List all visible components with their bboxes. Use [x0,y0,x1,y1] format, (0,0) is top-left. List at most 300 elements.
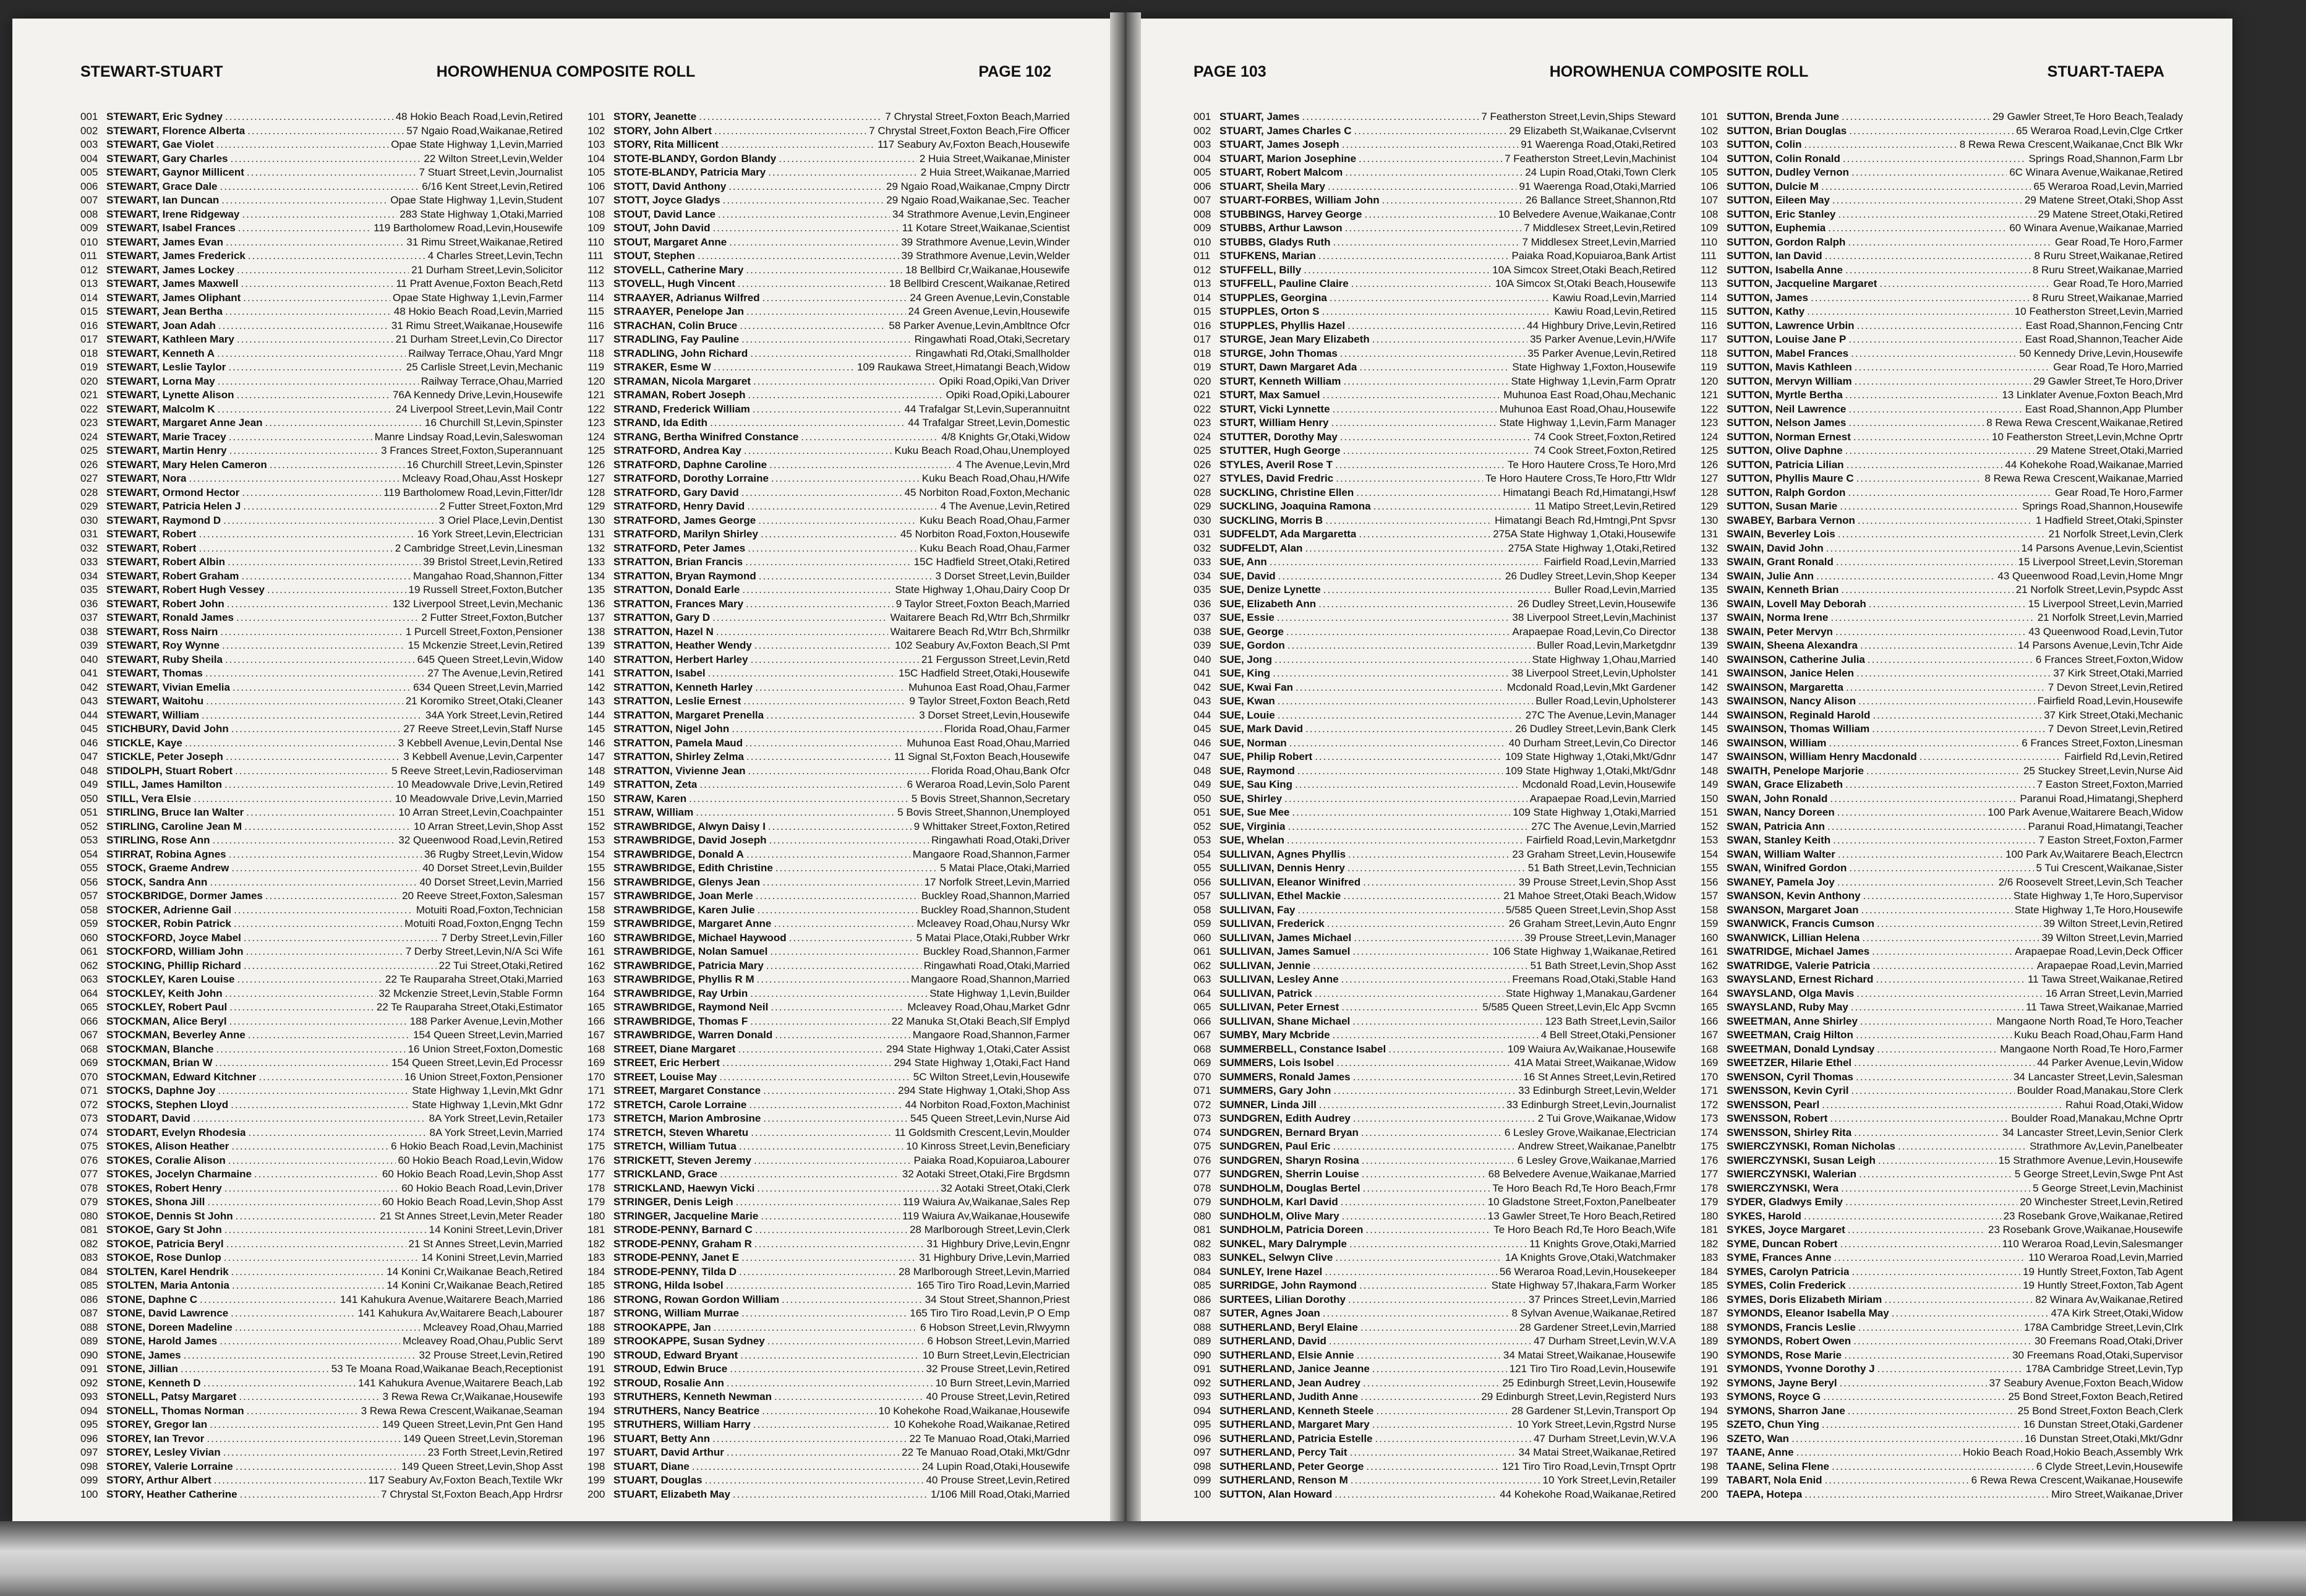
dot-leader [1840,500,2020,514]
entry-name: STEWART, Robert Albin [106,556,226,568]
roll-entry [587,180,1070,194]
entry-name: STRAAYER, Adrianus Wilfred [613,291,760,304]
entry-name: STONE, Doreen Madeline [106,1321,233,1333]
dot-leader [1340,347,1525,361]
entry-number: 038 [1194,625,1211,638]
entry-address: 29 Ngaio Road,Waikanae,Sec. Teacher [886,194,1070,206]
entry-name: STRATTON, Hazel N [613,625,714,638]
roll-entry [1194,778,1676,792]
dot-leader [1334,1488,1497,1502]
entry-address: 121 Tiro Tiro Road,Levin,Housewife [1509,1363,1676,1375]
roll-entry [587,1390,1070,1404]
entry-number: 104 [1701,152,1719,164]
dot-leader [1872,945,2012,959]
dot-leader [1343,375,1508,389]
roll-entry [587,1112,1070,1126]
roll-entry [587,375,1070,389]
roll-entry [587,249,1070,263]
entry-number: 096 [80,1432,98,1445]
dot-leader [1328,180,1516,194]
roll-entry [80,375,563,389]
dot-leader [1845,388,2000,403]
entry-number: 046 [1194,736,1211,749]
entry-number: 007 [1194,194,1211,206]
roll-entry [587,570,1070,584]
entry-address: Fairfield Rd,Levin,Retired [2064,751,2183,762]
entry-number: 116 [1701,319,1718,331]
dot-leader [1848,333,2022,347]
roll-entry [80,570,563,584]
dot-leader [1388,1043,1505,1057]
entry-address: Arapaepae Road,Levin,Married [2036,959,2183,971]
entry-number: 093 [80,1391,98,1402]
entry-number: 134 [1701,570,1719,582]
roll-entry [587,458,1070,472]
roll-entry [1194,1349,1676,1363]
entry-address: 11 Tawa Street,Waikanae,Retired [2027,973,2183,985]
dot-leader [220,625,403,639]
roll-entry [1701,834,2183,848]
entry-address: Gear Road,Te Horo,Married [2053,361,2183,373]
roll-entry [1701,1098,2183,1112]
entry-number: 149 [587,779,605,790]
entry-address: Waitarere Beach Rd,Wtrr Bch,Shrmilkr [890,625,1070,638]
entry-name: STYLES, David Fredric [1219,472,1334,484]
roll-entry [1701,709,2183,723]
dot-leader [716,625,888,639]
roll-entry [1194,319,1676,333]
entry-name: SUNDHOLM, Olive Mary [1219,1210,1339,1222]
entry-number: 100 [1194,1488,1211,1500]
roll-entry [80,1056,563,1070]
dot-leader [769,834,929,848]
entry-number: 120 [587,375,605,387]
entry-name: STOVELL, Catherine Mary [613,263,744,276]
left-page [12,19,1119,1521]
entry-name: STOCKLEY, Keith John [106,987,223,999]
entry-address: 25 Carlisle Street,Levin,Mechanic [406,361,563,373]
entry-number: 127 [1701,472,1719,484]
entry-number: 118 [1701,347,1718,359]
entry-number: 064 [80,987,98,999]
entry-name: STUFFELL, Pauline Claire [1219,278,1349,289]
dot-leader [1822,1098,2063,1112]
entry-address: East Road,Shannon,Fencing Cntr [2025,319,2183,331]
dot-leader [1335,1251,1503,1265]
dot-leader [240,1488,379,1502]
entry-name: SZETO, Wan [1727,1432,1790,1445]
entry-number: 020 [1194,375,1211,387]
roll-entry [80,806,563,820]
roll-entry [80,736,563,751]
dot-leader [718,208,890,222]
roll-entry [587,722,1070,736]
roll-entry [587,736,1070,751]
dot-leader [763,1112,908,1126]
dot-leader [1856,472,1983,486]
entry-address: 31 Rimu Street,Waikanae,Retired [406,236,563,248]
dot-leader [744,444,892,458]
entry-address: 24 Green Avenue,Levin,Constable [910,291,1070,304]
entry-name: SUNDHOLM, Karl David [1219,1196,1338,1208]
entry-address: Opiki Road,Opiki,Van Driver [939,375,1070,387]
dot-leader [692,1460,920,1474]
entry-number: 138 [587,625,605,638]
entry-address: 149 Queen Street,Levin,Storeman [403,1432,563,1445]
roll-entry [1701,1028,2183,1043]
entry-name: STUART, James Charles C [1219,124,1352,137]
dot-leader [258,1070,401,1085]
dot-leader [1335,458,1505,472]
entry-address: 7 Chrystal Street,Foxton Beach,Fire Officer [869,124,1070,137]
header-title: HOROWHENUA COMPOSITE ROLL [436,63,696,80]
entry-name: SWAIN, David John [1727,542,1824,554]
roll-entry [587,1237,1070,1252]
entry-name: STEWART, Malcolm K [106,403,215,415]
entry-name: STRAWBRIDGE, Thomas F [613,1015,748,1027]
entry-name: STREET, Diane Margaret [613,1043,736,1055]
entry-name: STOCKING, Phillip Richard [106,959,241,971]
entry-number: 126 [587,458,605,471]
dot-leader [185,736,396,751]
entry-address: 60 Winara Avenue,Waikanae,Married [2009,222,2183,234]
entry-name: SUTTON, Gordon Ralph [1727,236,1846,248]
entry-address: 8A York Street,Levin,Retailer [429,1112,563,1124]
dot-leader [1866,764,2021,779]
entry-name: STOKES, Shona Jill [106,1196,205,1208]
entry-address: Arapaepae Road,Levin,Co Director [1512,625,1676,638]
dot-leader [236,1210,378,1224]
entry-name: STOCKER, Adrienne Gail [106,903,232,916]
roll-entry [80,639,563,653]
entry-name: SUE, Sau King [1219,779,1293,790]
entry-number: 117 [1701,333,1718,345]
entry-name: STRODE-PENNY, Graham R [613,1237,752,1250]
entry-address: 16 Churchill St,Levin,Spinster [424,417,563,429]
entry-address: 29 Gawler Street,Te Horo Beach,Tealady [1992,111,2183,122]
entry-address: 60 Hokio Beach Road,Levin,Shop Asst [382,1168,563,1180]
dot-leader [207,1432,401,1446]
dot-leader [248,1126,427,1140]
entry-name: STURT, Dawn Margaret Ada [1219,361,1357,373]
dot-leader [1341,1001,1480,1015]
roll-entry [80,1084,563,1098]
roll-entry [1194,110,1676,124]
entry-number: 109 [587,222,605,234]
roll-entry [80,764,563,779]
entry-number: 053 [80,834,98,846]
dot-leader [225,305,391,319]
dot-leader [726,1279,915,1293]
entry-address: 39 Wilton Street,Levin,Retired [2043,918,2183,929]
entry-name: SUNDGREN, Paul Eric [1219,1140,1331,1152]
roll-entry [1701,736,2183,751]
dot-leader [1848,236,2052,250]
entry-address: 17 Norfolk Street,Levin,Married [924,876,1070,888]
entry-address: Opae State Highway 1,Levin,Married [391,139,563,150]
entry-name: STOREY, Valerie Lorraine [106,1460,233,1472]
entry-address: 275A State Highway 1,Otaki,Housewife [1493,528,1676,540]
dot-leader [1333,403,1497,417]
roll-entry [1701,514,2183,528]
entry-name: STEWART, Robert Hugh Vessey [106,584,265,595]
roll-entry [80,959,563,973]
roll-entry [587,903,1070,918]
entry-address: Kuku Beach Road,Ohau,Unemployed [894,445,1070,456]
entry-number: 104 [587,152,605,164]
dot-leader [1849,861,2033,876]
entry-number: 036 [1194,597,1211,610]
roll-entry [587,527,1070,542]
roll-entry [1194,416,1676,430]
entry-name: SULLIVAN, Shane Michael [1219,1015,1351,1027]
entry-name: STORY, Rita Millicent [613,139,719,150]
entry-number: 149 [1701,779,1719,790]
dot-leader [728,180,884,194]
roll-entry [1701,1474,2183,1488]
entry-address: 37 Kirk Street,Otaki,Mechanic [2044,709,2183,721]
entry-number: 163 [1701,973,1719,985]
entry-name: SYMES, Carolyn Patricia [1727,1265,1850,1278]
entry-address: 7 Middlesex Street,Levin,Married [1522,236,1676,248]
entry-address: Springs Road,Shannon,Housewife [2022,500,2183,512]
entry-number: 191 [587,1363,605,1375]
entry-name: SUNDHOLM, Douglas Bertel [1219,1182,1360,1194]
entry-address: 8A York Street,Levin,Married [429,1126,563,1138]
roll-entry [587,1349,1070,1363]
entry-address: Buller Road,Levin,Married [1554,584,1676,595]
entry-number: 196 [1701,1432,1719,1445]
entry-address: 11 Matipo Street,Levin,Retired [1534,500,1676,512]
entry-address: Buller Road,Levin,Upholsterer [1535,695,1676,707]
roll-entry [1194,1015,1676,1029]
entry-address: 29 Matene Street,Otaki,Retired [2038,208,2183,220]
entry-name: SWAN, Nancy Doreen [1727,806,1835,818]
dot-leader [1884,1293,2033,1307]
entry-address: 10 Burn Street,Levin,Electrician [922,1349,1070,1361]
entry-name: STRATTON, Frances Mary [613,597,744,610]
entry-number: 183 [587,1252,605,1263]
entry-number: 144 [587,709,605,721]
dot-leader [1329,1334,1531,1349]
entry-address: 6 Lesley Grove,Waikanae,Electrician [1504,1126,1676,1138]
dot-leader [1830,611,2035,625]
dot-leader [1844,1349,2010,1363]
entry-name: SUTHERLAND, Peter George [1219,1460,1364,1472]
dot-leader [699,778,904,792]
dot-leader [1278,570,1503,584]
entry-name: SUTTON, Ian David [1727,250,1822,262]
entry-number: 189 [1701,1335,1719,1347]
roll-entry [1701,889,2183,903]
entry-name: STRAWBRIDGE, Karen Julie [613,903,755,916]
entry-address: 26 Graham Street,Levin,Auto Engnr [1508,918,1676,929]
entry-number: 040 [1194,653,1211,665]
entry-name: STEWART, Gaynor Millicent [106,166,244,178]
dot-leader [206,694,403,709]
entry-name: STILL, James Hamilton [106,779,223,790]
dot-leader [1868,653,2033,667]
entry-number: 074 [80,1126,98,1138]
roll-entry [587,834,1070,848]
roll-entry [80,625,563,639]
entry-number: 059 [80,918,98,929]
entry-number: 137 [587,612,605,623]
roll-entry [1194,1084,1676,1098]
roll-entry [80,166,563,180]
dot-leader [228,361,403,375]
entry-address: Muhunoa East Road,Ohau,Farmer [908,681,1070,693]
entry-number: 009 [1194,222,1211,234]
entry-number: 051 [80,806,98,818]
entry-name: STEWART, Robert [106,528,197,540]
roll-entry [1701,987,2183,1001]
entry-number: 114 [1701,291,1718,304]
roll-entry [1194,221,1676,236]
roll-entry [80,597,563,612]
roll-entry [1194,1154,1676,1168]
dot-leader [224,1223,427,1237]
entry-number: 018 [1194,347,1211,359]
dot-leader [244,959,437,973]
entry-name: STONE, Harold James [106,1335,218,1347]
entry-number: 144 [1701,709,1719,721]
entry-name: SWIERCZYNSKI, Roman Nicholas [1727,1140,1895,1152]
dot-leader [229,1001,374,1015]
entry-number: 033 [80,556,98,568]
dot-leader [1878,1154,1996,1168]
entry-name: STEWART, Gary Charles [106,152,228,164]
dot-leader [1331,416,1497,430]
roll-entry [1194,792,1676,806]
dot-leader [1373,500,1532,514]
entry-name: STILL, Vera Elsie [106,792,192,804]
dot-leader [733,1488,928,1502]
entry-name: SUE, King [1219,667,1271,679]
entry-number: 013 [1194,278,1211,289]
dot-leader [762,876,922,890]
entry-name: SZETO, Chun Ying [1727,1419,1819,1430]
dot-leader [1297,903,1503,918]
entry-name: SYMONDS, Robert Owen [1727,1335,1851,1347]
dot-leader [1277,611,1510,625]
dot-leader [741,1251,916,1265]
entry-address: 19 Russell Street,Foxton,Butcher [408,584,563,595]
entry-name: STRATTON, Isabel [613,667,706,679]
roll-entry [587,1460,1070,1474]
entry-number: 168 [587,1043,605,1055]
roll-entry [1194,361,1676,375]
entry-name: STRATTON, Heather Wendy [613,639,752,651]
entry-name: STURT, Kenneth William [1219,375,1341,387]
entry-address: 16 Dunstan Street,Otaki,Gardener [2023,1419,2183,1430]
dot-leader [229,444,379,458]
entry-address: 119 Bartholomew Road,Levin,Housewife [374,222,563,234]
dot-leader [746,848,910,862]
dot-leader [1362,1154,1515,1168]
roll-entry [1194,305,1676,319]
roll-entry [1194,987,1676,1001]
dot-leader [761,527,898,542]
entry-address: Muhunoa East Road,Ohau,Married [907,736,1070,749]
entry-number: 168 [1701,1043,1719,1055]
entry-address: 109 State Highway 1,Otaki,Mkt/Gdnr [1505,764,1676,777]
entry-number: 016 [80,319,98,331]
entry-name: STORY, Heather Catherine [106,1488,237,1500]
entry-name: STURT, William Henry [1219,417,1329,429]
roll-entry [1194,694,1676,709]
entry-name: STRONG, William Murrae [613,1307,739,1319]
entry-name: STRADLING, John Richard [613,347,748,359]
dot-leader [712,1432,907,1446]
entry-name: SYME, Frances Anne [1727,1252,1832,1263]
dot-leader [1841,1182,2030,1196]
entry-address: Kawiu Road,Levin,Retired [1554,305,1676,317]
dot-leader [254,1167,380,1182]
entry-number: 124 [587,430,605,443]
entry-name: STOCK, Graeme Andrew [106,862,229,874]
roll-column [1194,110,1676,1501]
entry-address: 34A York Street,Levin,Retired [425,709,563,721]
roll-entry [1701,361,2183,375]
dot-leader [199,527,414,542]
roll-entry [1194,500,1676,514]
dot-leader [242,208,397,222]
entry-number: 014 [80,291,98,304]
dot-leader [757,1182,938,1196]
entry-number: 155 [1701,862,1719,874]
dot-leader [713,221,900,236]
roll-entry [80,848,563,862]
entry-name: SUTTON, Lawrence Urbin [1727,319,1855,331]
entry-number: 125 [587,445,605,456]
right-page [1125,19,2232,1521]
entry-name: SUTTON, Olive Daphne [1727,445,1843,456]
roll-entry [1194,152,1676,166]
dot-leader [1345,221,1522,236]
entry-address: 57 Ngaio Road,Waikanae,Retired [406,124,563,137]
entry-number: 026 [80,458,98,471]
dot-leader [748,764,929,779]
roll-entry [1701,194,2183,208]
roll-column [80,110,563,1501]
entry-name: STROOKAPPE, Jan [613,1321,711,1333]
entry-number: 021 [80,389,98,401]
dot-leader [1861,903,2012,918]
roll-entry [1194,611,1676,625]
entry-name: STOKES, Robert Henry [106,1182,222,1194]
entry-number: 132 [1701,542,1719,554]
entry-name: STORY, John Albert [613,124,712,137]
entry-address: 14 Parsons Avenue,Levin,Tchr Aide [2017,639,2183,651]
dot-leader [770,945,920,959]
entry-address: 20 Reeve Street,Foxton,Salesman [402,890,563,902]
entry-name: SWANEY, Pamela Joy [1727,876,1835,888]
entry-name: SYMONDS, Rose Marie [1727,1349,1842,1361]
entry-address: 47 Durham Street,Levin,W.V.A [1534,1335,1676,1347]
dot-leader [1838,208,2035,222]
entry-number: 066 [80,1015,98,1027]
dot-leader [775,1028,910,1043]
dot-leader [1363,1182,1490,1196]
dot-leader [1288,820,1529,834]
roll-entry [1194,1001,1676,1015]
roll-entry [80,208,563,222]
entry-name: SUE, Gordon [1219,639,1285,651]
dot-leader [1333,1028,1539,1043]
entry-name: STURT, Vicki Lynnette [1219,403,1330,415]
roll-entry [1194,722,1676,736]
